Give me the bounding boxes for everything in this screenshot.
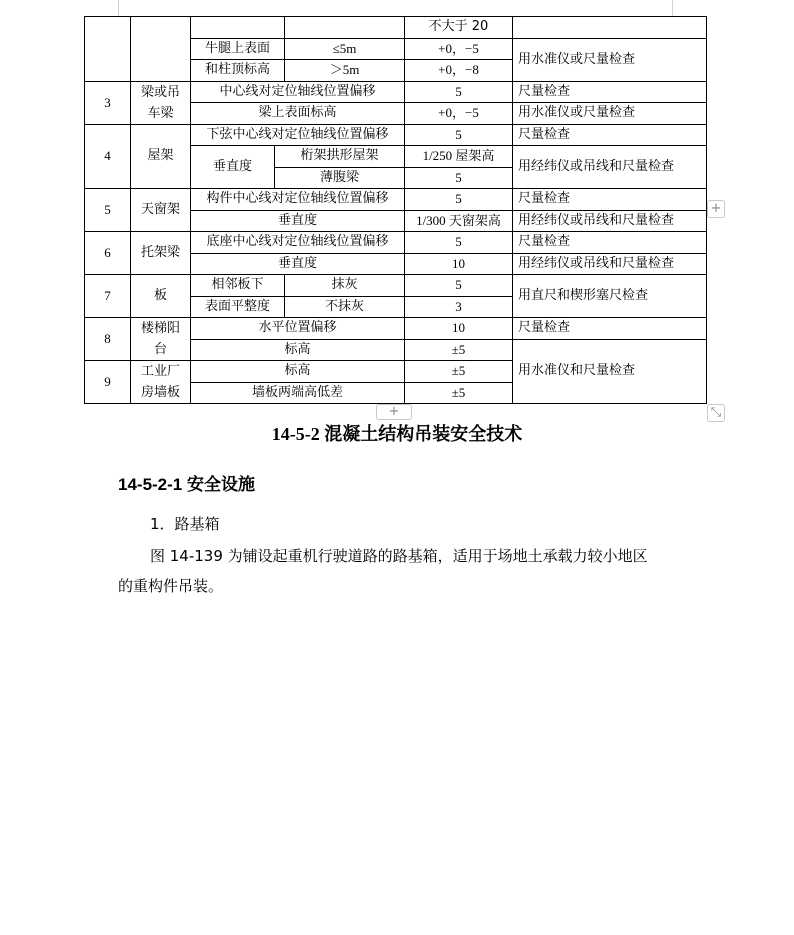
table-cell: +0，−5: [405, 103, 513, 125]
table-cell: [131, 17, 191, 82]
table-cell: 5: [405, 124, 513, 146]
table-cell: 薄腹梁: [275, 167, 405, 189]
table-cell: 尺量检查: [513, 318, 707, 340]
table-cell: 1/300 天窗架高: [405, 210, 513, 232]
item-name: 天窗架: [131, 189, 191, 232]
table-cell: 墙板两端高低差: [191, 382, 405, 404]
table-cell: 不大于 20: [405, 17, 513, 39]
row-number: 6: [85, 232, 131, 275]
table-cell: +0，−5: [405, 38, 513, 60]
table-cell: 尺量检查: [513, 124, 707, 146]
table-cell: 和柱顶标高: [191, 60, 285, 82]
table-cell: 中心线对定位轴线位置偏移: [191, 81, 405, 103]
table-resize-handle[interactable]: ⤡: [707, 404, 725, 422]
table-cell: 5: [405, 232, 513, 254]
table-cell: ±5: [405, 361, 513, 383]
table-cell: 不抹灰: [285, 296, 405, 318]
table-cell: [191, 17, 285, 39]
item-name: 板: [131, 275, 191, 318]
table-cell: 桁架拱形屋架: [275, 146, 405, 168]
table-cell: 3: [405, 296, 513, 318]
table-cell: 用直尺和楔形塞尺检查: [513, 275, 707, 318]
row-number: 5: [85, 189, 131, 232]
table-cell: 表面平整度: [191, 296, 285, 318]
table-cell: 尺量检查: [513, 81, 707, 103]
table-cell: ±5: [405, 382, 513, 404]
table-cell: 垂直度: [191, 253, 405, 275]
table-cell: 尺量检查: [513, 189, 707, 211]
item-name: 工业厂 房墙板: [131, 361, 191, 404]
table-cell: 用水准仪和尺量检查: [513, 339, 707, 404]
table-cell: +0，−8: [405, 60, 513, 82]
table-cell: 5: [405, 81, 513, 103]
table-cell: 5: [405, 275, 513, 297]
row-number: 7: [85, 275, 131, 318]
item-name: 楼梯阳 台: [131, 318, 191, 361]
table-cell: ≤5m: [285, 38, 405, 60]
table-cell: 相邻板下: [191, 275, 285, 297]
table-cell: 抹灰: [285, 275, 405, 297]
paragraph-line: 的重构件吊装。: [118, 577, 224, 595]
table-cell: 垂直度: [191, 210, 405, 232]
item-name: 梁或吊 车梁: [131, 81, 191, 124]
row-number: 8: [85, 318, 131, 361]
table-cell: 标高: [191, 361, 405, 383]
table-cell: 用经纬仪或吊线和尺量检查: [513, 210, 707, 232]
list-item: 1．路基箱: [150, 515, 220, 533]
tolerance-table: [84, 16, 707, 404]
page-margin-mark-right: [672, 0, 673, 16]
row-number: 3: [85, 81, 131, 124]
table-cell: 10: [405, 253, 513, 275]
table-cell: 下弦中心线对定位轴线位置偏移: [191, 124, 405, 146]
row-number: 4: [85, 124, 131, 189]
table-cell: 构件中心线对定位轴线位置偏移: [191, 189, 405, 211]
item-name: 托架梁: [131, 232, 191, 275]
section-heading: 14-5-2 混凝土结构吊装安全技术: [271, 424, 523, 444]
table-cell: [285, 17, 405, 39]
table-cell: 水平位置偏移: [191, 318, 405, 340]
item-name: 屋架: [131, 124, 191, 189]
table-cell: ±5: [405, 339, 513, 361]
add-column-button[interactable]: +: [707, 200, 725, 218]
table-cell: 5: [405, 189, 513, 211]
table-cell: 用水准仪或尺量检查: [513, 103, 707, 125]
table-cell: 1/250 屋架高: [405, 146, 513, 168]
table-cell: 用经纬仪或吊线和尺量检查: [513, 146, 707, 189]
table-cell: 垂直度: [191, 146, 275, 189]
page-margin-mark-left: [118, 0, 119, 16]
subsection-heading: 14-5-2-1 安全设施: [118, 475, 255, 494]
add-row-button[interactable]: +: [376, 404, 412, 420]
table-cell: 5: [405, 167, 513, 189]
table-cell: 梁上表面标高: [191, 103, 405, 125]
row-number: 9: [85, 361, 131, 404]
table-cell: 尺量检查: [513, 232, 707, 254]
table-cell: 10: [405, 318, 513, 340]
table-cell: 底座中心线对定位轴线位置偏移: [191, 232, 405, 254]
table-cell: 用经纬仪或吊线和尺量检查: [513, 253, 707, 275]
table-cell: 标高: [191, 339, 405, 361]
table-cell: 用水准仪或尺量检查: [513, 38, 707, 81]
table-cell: ＞5m: [285, 60, 405, 82]
table-cell: [85, 17, 131, 82]
paragraph-line: 图 14-139 为铺设起重机行驶道路的路基箱，适用于场地土承载力较小地区: [150, 547, 648, 565]
table-cell: 牛腿上表面: [191, 38, 285, 60]
table-cell: [513, 17, 707, 39]
